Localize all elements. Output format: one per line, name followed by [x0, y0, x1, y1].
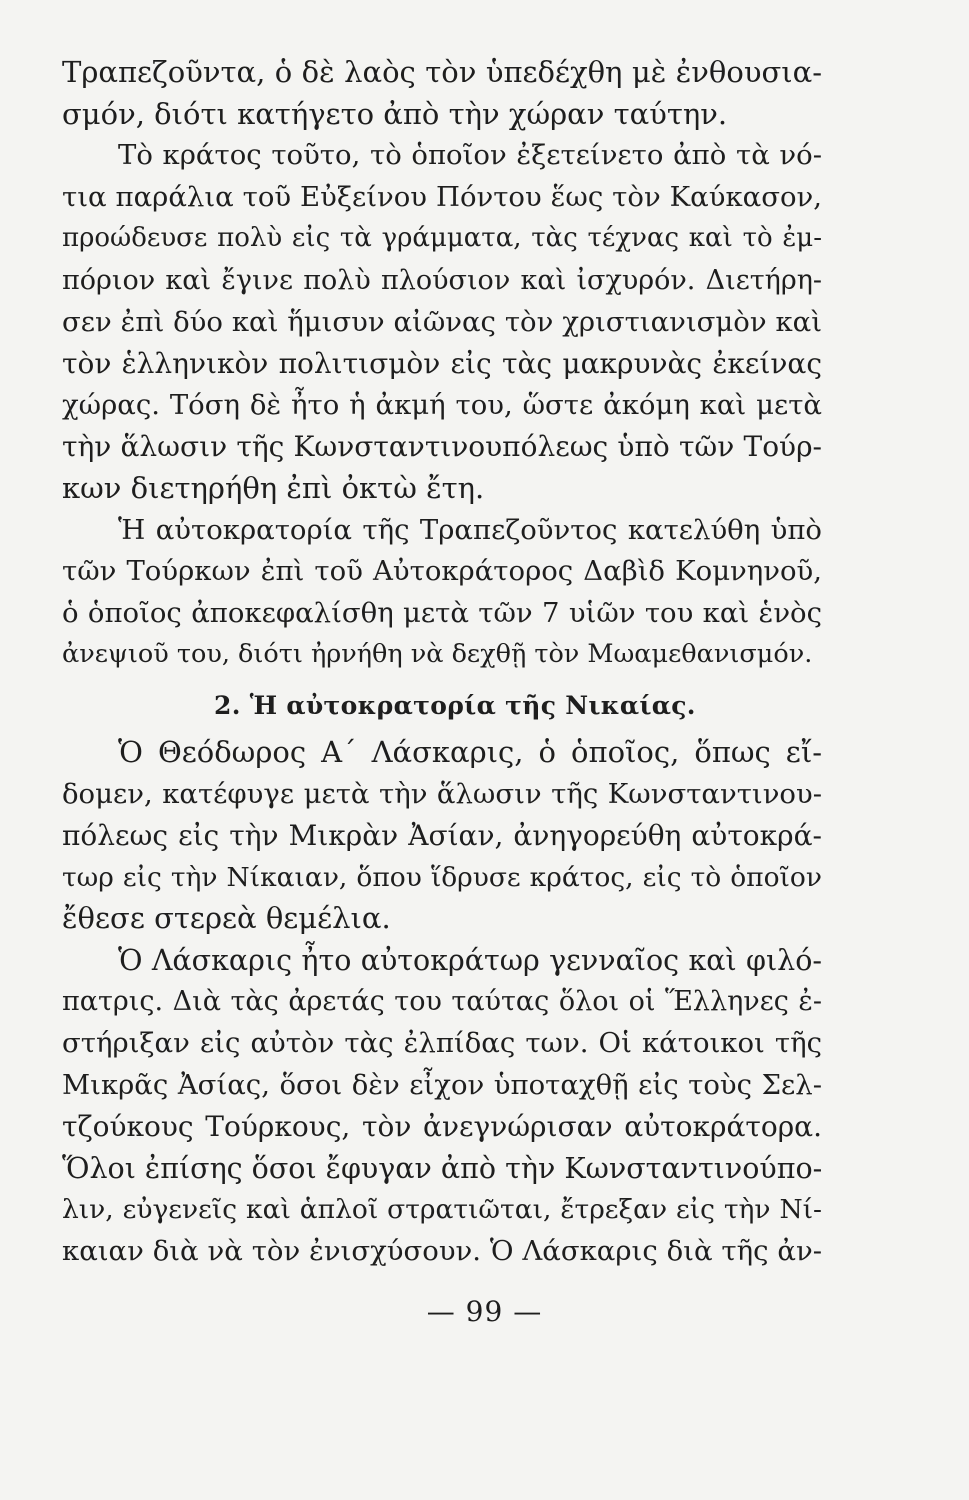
text-line: λιν, εὐγενεῖς καὶ ἁπλοῖ στρατιῶται, ἔτρεξαν εἰς τὴν Νί- — [62, 1194, 822, 1226]
text-line: τια παράλια τοῦ Εὐξείνου Πόντου ἕως τὸν Καύκασον, — [62, 180, 822, 213]
text-line: χώρας. Τόση δὲ ἦτο ἡ ἀκμή του, ὥστε ἀκόμη καὶ μετὰ — [62, 388, 822, 421]
text-line: στήριξαν εἰς αὐτὸν τὰς ἐλπίδας των. Οἱ κάτοικοι τῆς — [62, 1027, 822, 1060]
text-line: Τραπεζοῦντα, ὁ δὲ λαὸς τὸν ὑπεδέχθη μὲ ἐνθουσια- — [62, 55, 822, 89]
text-line: Ὅλοι ἐπίσης ὅσοι ἔφυγαν ἀπὸ τὴν Κωνσταντινούπο- — [62, 1151, 823, 1185]
text-line: πόλεως εἰς τὴν Μικρὰν Ἀσίαν, ἀνηγορεύθη αὐτοκρά- — [62, 819, 822, 853]
text-line: τὸν ἑλληνικὸν πολιτισμὸν εἰς τὰς μακρυνὰς ἐκείνας — [62, 347, 822, 381]
text-line: Ἡ αὐτοκρατορία τῆς Τραπεζοῦντος κατελύθη ὑπὸ — [118, 513, 822, 546]
paragraph-2 — [62, 135, 822, 509]
text-line: προώδευσε πολὺ εἰς τὰ γράμματα, τὰς τέχνας καὶ τὸ ἐμ- — [62, 223, 822, 254]
paragraph-1 — [62, 52, 822, 135]
text-line: τζούκους Τούρκους, τὸν ἀνεγνώρισαν αὐτοκράτορα. — [62, 1110, 822, 1144]
text-line: τωρ εἰς τὴν Νίκαιαν, ὅπου ἵδρυσε κράτος, εἰς τὸ ὁποῖον — [62, 861, 822, 893]
text-line: Ὁ Θεόδωρος Α΄ Λάσκαρις, ὁ ὁποῖος, ὅπως εἴ- — [118, 734, 822, 769]
text-line: σμόν, διότι κατήγετο ἀπὸ τὴν χώραν ταύτην. — [62, 96, 728, 131]
paragraph-3 — [62, 510, 822, 676]
body-text — [62, 52, 822, 1273]
paragraph-5 — [62, 940, 822, 1273]
section-heading: 2. Ἡ αὐτοκρατορία τῆς Νικαίας. — [214, 690, 696, 720]
text-line: καιαν διὰ νὰ τὸν ἐνισχύσουν. Ὁ Λάσκαρις διὰ τῆς ἀν- — [62, 1235, 822, 1268]
text-line: Τὸ κράτος τοῦτο, τὸ ὁποῖον ἐξετείνετο ἀπὸ τὰ νό- — [118, 139, 822, 172]
text-line: Ὁ Λάσκαρις ἦτο αὐτοκράτωρ γενναῖος καὶ φιλό- — [118, 943, 822, 977]
page-number: — 99 — — [426, 1295, 543, 1328]
text-line: κων διετηρήθη ἐπὶ ὀκτὼ ἔτη. — [62, 470, 485, 505]
text-line: πατρις. Διὰ τὰς ἀρετάς του ταύτας ὅλοι οἱ Ἕλληνες ἐ- — [62, 986, 822, 1018]
text-line: τὴν ἅλωσιν τῆς Κωνσταντινουπόλεως ὑπὸ τῶν Τούρ- — [62, 430, 822, 464]
text-line: δομεν, κατέφυγε μετὰ τὴν ἅλωσιν τῆς Κωνσταντινου- — [62, 777, 822, 810]
text-line: Μικρᾶς Ἀσίας, ὅσοι δὲν εἶχον ὑποταχθῇ εἰς τοὺς Σελ- — [62, 1068, 822, 1101]
text-line: ὁ ὁποῖος ἀποκεφαλίσθη μετὰ τῶν 7 υἱῶν του καὶ ἑνὸς — [62, 596, 822, 629]
text-line: ἔθεσε στερεὰ θεμέλια. — [62, 901, 391, 936]
text-line: πόριον καὶ ἔγινε πολὺ πλούσιον καὶ ἰσχυρόν. Διετήρη- — [62, 264, 822, 296]
paragraph-4 — [62, 732, 822, 940]
text-line: ἀνεψιοῦ του, διότι ἠρνήθη νὰ δεχθῇ τὸν Μωαμεθανισμόν. — [62, 639, 813, 670]
text-line: τῶν Τούρκων ἐπὶ τοῦ Αὐτοκράτορος Δαβὶδ Κομνηνοῦ, — [62, 555, 822, 588]
text-line: σεν ἐπὶ δύο καὶ ἥμισυν αἰῶνας τὸν χριστιανισμὸν καὶ — [62, 305, 822, 338]
